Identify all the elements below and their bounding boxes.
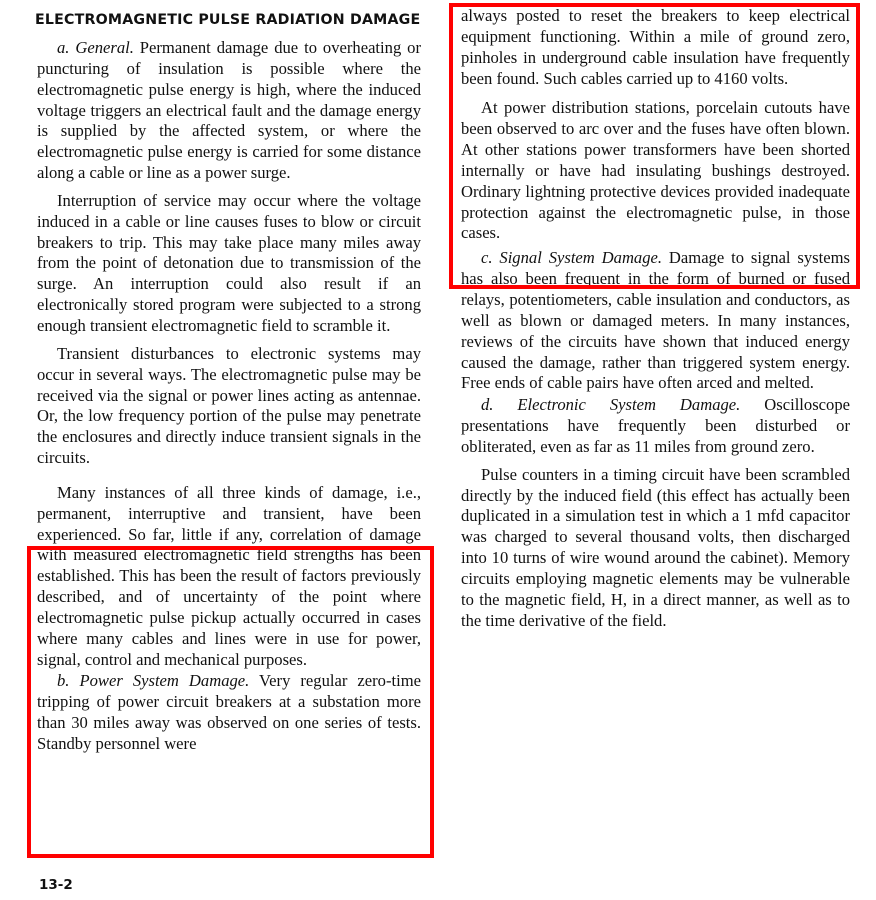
paragraph-correlation: Many instances of all three kinds of damage, i.e., permanent, interruptive and transient, have been experienced. So far, little if any, correlation of damage with measured electromagnetic field strengths has been established. This has been the result of factors previously described, and of uncertainty of the point where electromagnetic pulse pickup actually occurred in cases where many cables and lines were in use for power, signal, control and mechanical purposes. — [37, 482, 421, 669]
paragraph-power-continued: always posted to reset the breakers to keep electrical equipment functioning. Within a mile of ground zero, pinholes in underground cable insulation have frequently been found. Such cables carried up to 4160 volts. — [461, 6, 850, 88]
paragraph-lead-signal-system: c. Signal System Damage. — [481, 248, 663, 268]
paragraph-transient: Transient disturbances to electronic systems may occur in several ways. The electromagnetic pulse may be received via the signal or power lines acting as antennae. Or, the low frequency portion of the pulse may penetrate the enclosures and directly induce transient signals in the circuits. — [37, 343, 421, 468]
section-heading: ELECTROMAGNETIC PULSE RADIATION DAMAGE — [35, 12, 421, 28]
paragraph-lead-power-system: b. Power System Damage. — [57, 671, 250, 691]
right-column — [461, 6, 850, 638]
paragraph-body: Damage to signal systems has also been frequent in the form of burned or fused relays, potentiometers, cable insulation and conductors, as well as blown or damaged meters. In many instances, reviews of the circuits have shown that induced energy caused the damage, rather than triggered system energy. Free ends of cable pairs have often arced and melted. — [461, 248, 850, 393]
paragraph-pulse-counters: Pulse counters in a timing circuit have been scrambled directly by the induced field (this effect has actually been duplicated in a simulation test in which a 1 mfd capacitor was charged to several thousand volts, then discharged into 10 turns of wire wound around the cabinet). Memory circuits employing magnetic elements may be vulnerable to the magnetic field, H, in a direct manner, as well as to the time derivative of the field. — [461, 464, 850, 630]
paragraph-body: Permanent damage due to overheating or puncturing of insulation is possible where the electromagnetic pulse energy is high, where the induced voltage triggers an electrical fault and the damage energy is supplied by the affected system, or where the electromagnetic pulse energy is carried for some distance along a cable or line as a power surge. — [37, 38, 421, 183]
paragraph-body: Very regular zero-time tripping of power circuit breakers at a substation more than 30 miles away was observed on one series of tests. Standby personnel were — [37, 671, 421, 753]
paragraph-power-system — [37, 671, 421, 754]
page-number: 13-2 — [39, 877, 73, 893]
paragraph-signal-system — [461, 248, 850, 394]
paragraph-distribution-stations: At power distribution stations, porcelain cutouts have been observed to arc over and the fuses have often blown. At other stations power transformers have been shorted internally or have had insulating bushings destroyed. Ordinary lightning protective devices provided inadequate protection against the electromagnetic pulse, in those cases. — [461, 98, 850, 243]
paragraph-electronic-system — [461, 395, 850, 458]
paragraph-body: Oscilloscope presentations have frequently been disturbed or obliterated, even as far as 11 miles from ground zero. — [461, 395, 850, 456]
paragraph-general — [37, 38, 421, 184]
paragraph-lead-general: a. General. — [57, 38, 134, 57]
paragraph-lead-electronic-system: d. Electronic System Damage. — [481, 395, 741, 415]
paragraph-interruption: Interruption of service may occur where the voltage induced in a cable or line causes fuses to blow or circuit breakers to trip. This may take place many miles away from the point of detonation due to transmission of the surge. An interruption could also result if an electronically stored program were subjected to a strong enough transient electromagnetic field to scramble it. — [37, 190, 421, 335]
left-column — [37, 8, 421, 762]
